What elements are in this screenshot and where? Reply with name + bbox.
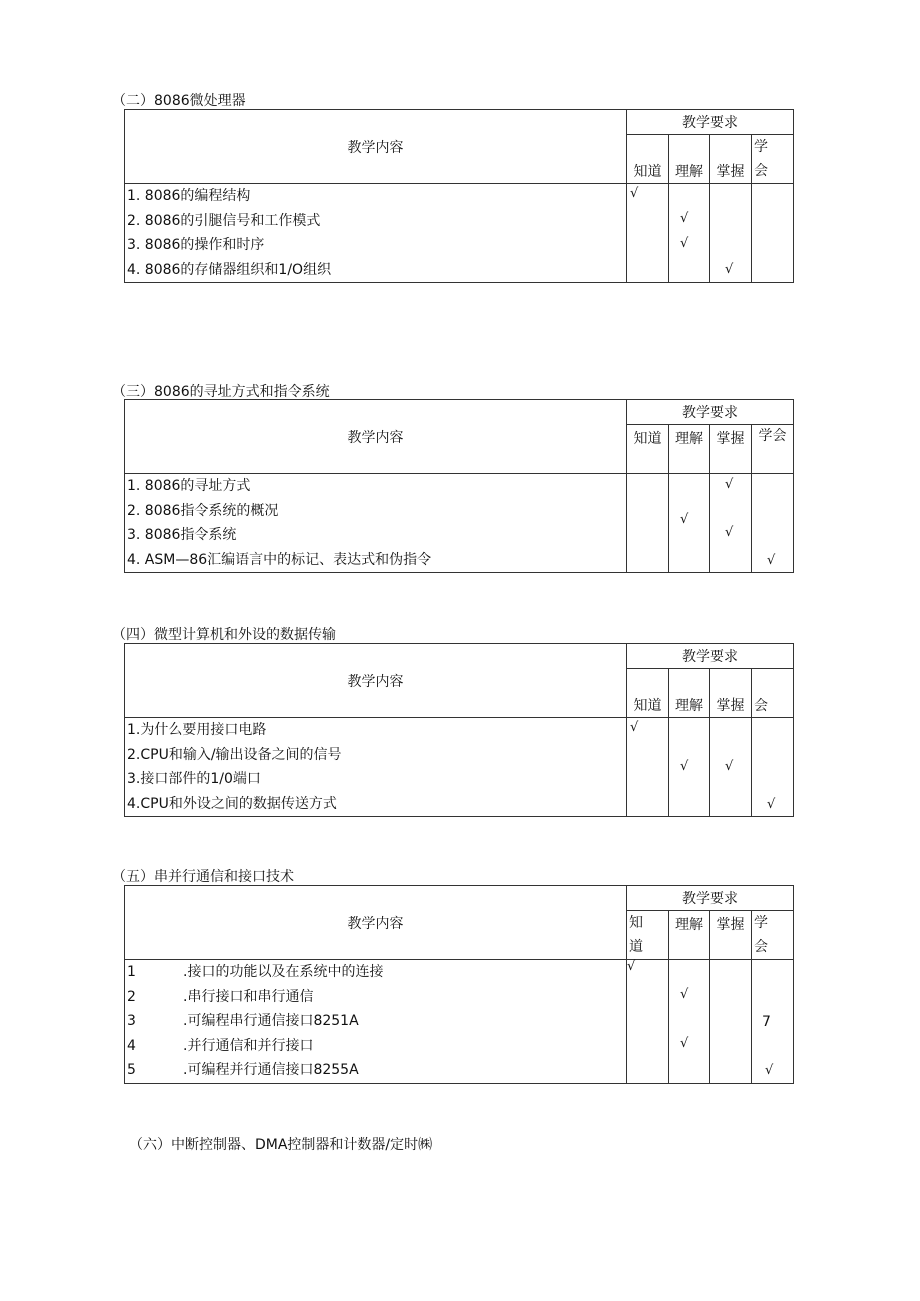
col-know-part: 道	[629, 939, 643, 955]
col-master: 掌握	[710, 135, 752, 184]
list-item: 3. 8086指令系统	[127, 527, 237, 543]
check-mark: √	[680, 236, 689, 251]
list-item: 1. 8086的编程结构	[127, 188, 251, 204]
section-6-title: （六）中断控制器、DMA控制器和计数器/定时㈱	[129, 1137, 433, 1153]
stray-number: 7	[762, 1014, 771, 1030]
check-mark: √	[630, 720, 639, 735]
mark-cell	[752, 184, 794, 283]
item-list	[125, 960, 627, 1084]
mark-cell	[627, 718, 669, 817]
check-mark: √	[767, 797, 776, 812]
col-master: 掌握	[710, 911, 752, 960]
section-5-table	[124, 885, 794, 1084]
mark-cell	[669, 718, 710, 817]
mark-cell	[669, 474, 710, 573]
list-item: 4. 8086的存储器组织和1/O组织	[127, 261, 332, 278]
check-mark: √	[680, 987, 689, 1002]
col-understand: 理解	[669, 669, 710, 718]
check-mark: √	[725, 759, 734, 774]
content-header: 教学内容	[125, 110, 627, 184]
content-header: 教学内容	[125, 886, 627, 960]
list-item: 2. 8086的引腿信号和工作模式	[127, 212, 321, 229]
col-learn	[752, 911, 794, 960]
mark-cell	[710, 474, 752, 573]
mark-cell	[627, 474, 669, 573]
section-4-table	[124, 643, 794, 817]
col-master: 掌握	[710, 669, 752, 718]
list-item	[127, 1034, 626, 1059]
check-mark: √	[680, 211, 689, 226]
col-understand: 理解	[669, 425, 710, 474]
item-number: 3	[127, 1013, 136, 1029]
section-4-title: （四）微型计算机和外设的数据传输	[112, 627, 336, 643]
col-know: 知道	[627, 425, 669, 474]
check-mark: √	[680, 512, 689, 527]
section-5-title: （五）串并行通信和接口技术	[112, 869, 294, 885]
mark-cell	[752, 960, 794, 1084]
mark-cell	[710, 184, 752, 283]
requirement-header: 教学要求	[627, 644, 794, 669]
col-learn-part: 会	[754, 939, 768, 955]
item-text: .并行通信和并行接口	[183, 1037, 314, 1054]
col-learn-part: 学	[754, 139, 768, 155]
item-list	[125, 184, 627, 283]
mark-cell	[669, 184, 710, 283]
list-item: 3.接口部件的1/0端口	[127, 771, 261, 787]
check-mark: √	[630, 186, 639, 201]
item-text: .可编程并行通信接口8255A	[183, 1062, 359, 1078]
section-2-table	[124, 109, 794, 283]
list-item	[127, 960, 626, 985]
col-learn: 会	[752, 669, 794, 718]
col-know: 知道	[627, 669, 669, 718]
col-learn	[752, 135, 794, 184]
list-item: 2. 8086指令系统的概况	[127, 502, 279, 519]
check-mark: √	[627, 959, 636, 974]
mark-cell	[710, 960, 752, 1084]
col-understand: 理解	[669, 135, 710, 184]
check-mark: √	[725, 262, 734, 277]
list-item: 1. 8086的寻址方式	[127, 478, 251, 494]
check-mark: √	[767, 553, 776, 568]
check-mark: √	[725, 477, 734, 492]
check-mark: √	[680, 1036, 689, 1051]
check-mark: √	[765, 1063, 774, 1078]
item-number: 1	[127, 964, 136, 980]
check-mark: √	[725, 525, 734, 540]
list-item: 4.CPU和外设之间的数据传送方式	[127, 795, 337, 812]
col-know	[627, 911, 669, 960]
mark-cell	[669, 960, 710, 1084]
section-3-title: （三）8086的寻址方式和指令系统	[112, 384, 330, 400]
item-list	[125, 474, 627, 573]
mark-cell	[627, 184, 669, 283]
content-header: 教学内容	[125, 644, 627, 718]
check-mark: √	[680, 759, 689, 774]
list-item: 1.为什么要用接口电路	[127, 722, 267, 738]
requirement-header: 教学要求	[627, 400, 794, 425]
item-list	[125, 718, 627, 817]
mark-cell	[752, 718, 794, 817]
item-number: 2	[127, 988, 136, 1005]
col-know: 知道	[627, 135, 669, 184]
item-text: .串行接口和串行通信	[183, 988, 314, 1005]
section-2-title: （二）8086微处理器	[112, 93, 246, 109]
mark-cell	[752, 474, 794, 573]
col-learn-part: 学	[754, 915, 768, 931]
item-number: 5	[127, 1062, 136, 1078]
list-item	[127, 985, 626, 1010]
mark-cell	[627, 960, 669, 1084]
section-3-table	[124, 399, 794, 573]
col-understand: 理解	[669, 911, 710, 960]
mark-cell	[710, 718, 752, 817]
list-item: 2.CPU和输入/输出设备之间的信号	[127, 746, 342, 763]
list-item	[127, 1009, 626, 1034]
col-know-part: 知	[629, 915, 643, 931]
item-number: 4	[127, 1037, 136, 1054]
content-header: 教学内容	[125, 400, 627, 474]
list-item: 3. 8086的操作和时序	[127, 237, 265, 253]
list-item: 4. ASM—86汇编语言中的标记、表达式和伪指令	[127, 551, 432, 568]
col-master: 掌握	[710, 425, 752, 474]
list-item	[127, 1058, 626, 1083]
item-text: .接口的功能以及在系统中的连接	[183, 964, 384, 980]
col-learn-part: 会	[754, 163, 768, 179]
item-text: .可编程串行通信接口8251A	[183, 1013, 359, 1029]
col-learn: 学会	[752, 425, 794, 474]
requirement-header: 教学要求	[627, 886, 794, 911]
requirement-header: 教学要求	[627, 110, 794, 135]
